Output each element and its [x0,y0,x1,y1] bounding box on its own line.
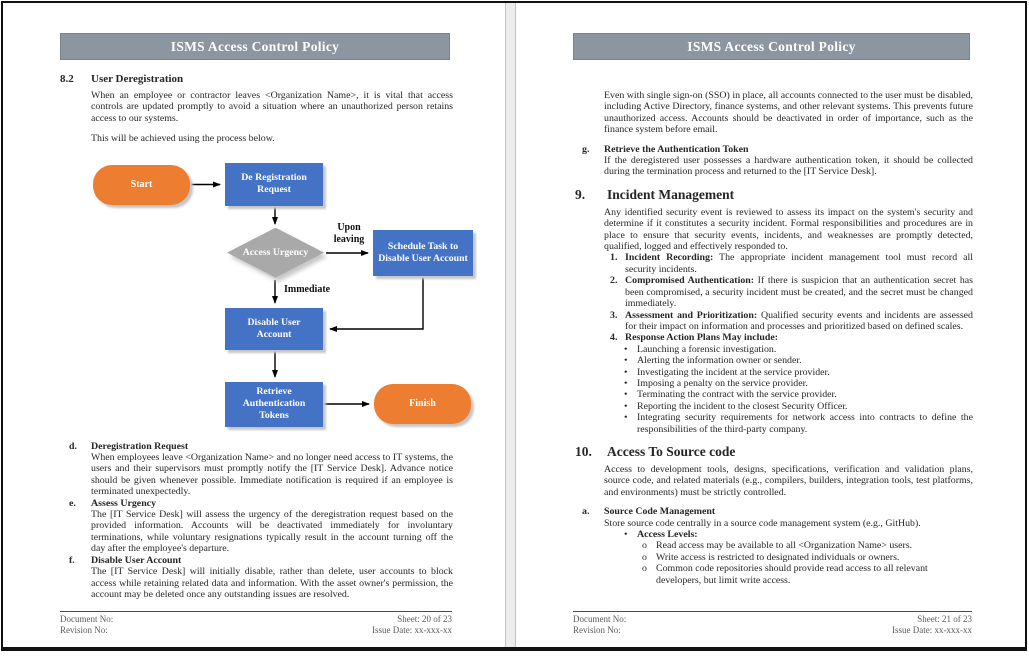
item-title: Retrieve the Authentication Token [604,143,749,155]
bullet-text: Access Levels: [637,529,698,540]
retrieve-tokens-label: Retrieve Authentication Tokens [242,386,306,422]
item-lead: Incident Recording: [625,252,714,264]
paragraph-sso: Even with single sign-on (SSO) in place, all accounts connected to the user must be disabled, including Active Directory, finance systems, and other relevant systems. This prevents future unauthorized access. Accounts should be deactivated in order of importance, such as the finance system before email. [604,90,973,136]
page-title: ISMS Access Control Policy [170,38,340,54]
bullet-glyph: • [624,343,628,355]
list-item-e [69,498,453,555]
section-heading-9 [575,187,973,203]
footer-sheet: Sheet: 21 of 23 [917,614,972,624]
bullet-glyph: • [624,355,628,367]
item-number: 4. [610,332,618,344]
bullet-text: Imposing a penalty on the service provider. [637,377,808,389]
access-urgency-label: Access Urgency [242,246,309,258]
bullet-item [624,378,973,389]
bullet-item [624,389,973,400]
footer-document-no: Document No: [60,614,114,624]
page-title-banner [573,33,970,60]
sub-bullet-glyph: o [642,540,647,552]
section-number: 9. [575,186,586,202]
document-frame [1,1,1027,651]
sub-bullet-item [642,563,973,586]
bullet-glyph: • [624,412,628,424]
deregistration-request-label: De Registration Request [241,172,307,196]
bullet-glyph: • [624,377,628,389]
finish-label: Finish [409,398,436,410]
flowchart-deregistration-request-node [225,163,323,206]
list-item-d [69,441,453,498]
item-number: 2. [610,275,618,287]
page-title: ISMS Access Control Policy [687,38,856,54]
item-title: Source Code Management [604,506,716,518]
section-heading-10 [575,444,973,460]
footer-sheet: Sheet: 20 of 23 [397,614,452,624]
bullet-item [624,412,973,435]
section-title: Access To Source code [607,443,736,459]
flowchart-immediate-label: Immediate [284,283,331,295]
bullet-text: Alerting the information owner or sender. [637,355,802,367]
bullet-item [624,401,973,412]
section-title: User Deregistration [91,73,184,85]
item-text: Qualified security events and incidents are assessed for their impact on information and processes and prioritized based on defined scales. [625,309,973,332]
numbered-item-2 [610,275,973,309]
flowchart-finish-node [374,384,471,424]
schedule-task-label: Schedule Task to Disable User Account [378,240,468,264]
bullet-text: Launching a forensic investigation. [637,343,777,355]
item-marker: f. [69,554,75,566]
item-lead: Compromised Authentication: [625,275,755,287]
numbered-item-1 [610,252,973,275]
item-text: Store source code centrally in a source code management system (e.g., GitHub). [604,517,921,529]
bullet-text: Investigating the incident at the service provider. [637,366,830,378]
page-footer [60,611,452,647]
bullet-item [624,355,973,366]
numbered-item-3 [610,310,973,333]
item-text: If there is suspicion that an authentication secret has been compromised, a security incident must be created, and the secret must be changed immediately. [625,275,973,310]
page-sheet-21 [515,3,1025,647]
sub-bullet-item [642,540,973,551]
bullet-item [624,344,973,355]
flowchart-access-urgency-decision [227,228,324,278]
disable-user-account-label: Disable User Account [247,316,301,340]
footer-revision-no: Revision No: [573,625,621,635]
flowchart-start-node [93,165,190,205]
bullet-glyph: • [624,400,628,412]
bullet-glyph: • [624,389,628,401]
item-lead: Assessment and Prioritization: [625,309,758,321]
bullet-item-access-levels [624,529,973,540]
page-gutter [506,3,515,647]
sub-bullet-glyph: o [642,563,647,575]
flowchart-upon-leaving-label: Upon leaving [333,221,365,245]
flowchart-schedule-task-node [373,230,473,276]
page-title-banner [60,33,450,60]
bullet-glyph: • [624,366,628,378]
item-text: The [IT Service Desk] will initially disable, rather than delete, user accounts to block access while retaining related data and information. With the asset owner's permission, the account may be deleted once any outstanding issues are resolved. [91,566,453,600]
footer-revision-no: Revision No: [60,625,108,635]
page-sheet-20 [3,3,506,647]
item-marker: d. [69,440,77,452]
item-text: If the deregistered user possesses a hardware authentication token, it should be collected during the termination process and returned to the [IT Service Desk]. [604,155,973,178]
item-title: Deregistration Request [91,440,189,452]
list-item-a [582,506,973,529]
section-heading-8-2 [60,73,453,85]
item-text: When employees leave <Organization Name> and no longer need access to IT systems, the users and their supervisors must promptly notify the [IT Service Desk]. Advance notice should be given whenever possible. Immediate notification is required if an employee is terminated unexpectedly. [91,452,453,498]
section-10-intro: Access to development tools, designs, specifications, verification and validation plans, source code, and related materials (e.g., compilers, builders, integration tools, test platforms, and environments) must be strictly controlled. [604,463,973,498]
paragraph: When an employee or contractor leaves <Organization Name>, it is vital that access controls are updated promptly to avoid a situation where an unauthorized person retains access to our systems. [91,90,453,124]
item-marker: a. [582,506,590,518]
item-marker: e. [69,497,76,509]
sub-bullet-item [642,552,973,563]
item-lead: Response Action Plans May include: [625,332,779,344]
sub-bullet-text: Common code repositories should provide read access to all relevant developers, but limit write access. [656,563,928,586]
item-text: The appropriate incident management tool must record all security incidents. [625,252,973,275]
footer-issue-date: Issue Date: xx-xxx-xx [372,625,452,635]
sub-bullet-text: Write access is restricted to designated individuals or owners. [656,551,900,563]
item-title: Assess Urgency [91,497,157,509]
item-title: Disable User Account [91,554,182,566]
bullet-text: Reporting the incident to the closest Security Officer. [637,400,848,412]
item-text: The [IT Service Desk] will assess the urgency of the deregistration request based on the provided information. Accounts will be deactivated immediately for involuntary terminations, while voluntary resignations typically result in the account turning off the day after the employee's departure. [91,509,453,555]
section-number: 10. [575,443,592,459]
page-footer [573,611,972,647]
sub-bullet-text: Read access may be available to all <Organization Name> users. [656,540,913,552]
sub-bullet-glyph: o [642,551,647,563]
bullet-item [624,367,973,378]
bullet-text: Integrating security requirements for network access into contracts to define the responsibilities of the third-party company. [637,412,973,435]
deregistration-flowchart [3,153,505,441]
footer-document-no: Document No: [573,614,627,624]
flowchart-disable-user-account-node [225,308,323,350]
bullet-text: Terminating the contract with the service provider. [637,389,837,401]
flowchart-retrieve-authentication-tokens-node [225,382,323,427]
list-item-g [582,144,973,178]
footer-issue-date: Issue Date: xx-xxx-xx [892,625,972,635]
section-number: 8.2 [60,73,74,85]
item-number: 1. [610,252,618,264]
section-title: Incident Management [607,186,735,202]
section-9-intro: Any identified security event is reviewed to assess its impact on the system's security and determine if it constitutes a security incident. Formal responsibilities and procedures are in place to ensure that security events, incidents, and weaknesses are promptly detected, qualified, logged and effectively responded to. [604,206,973,253]
item-number: 3. [610,309,618,321]
list-item-f [69,555,453,601]
bullet-glyph: • [624,529,628,540]
numbered-item-4 [610,332,973,343]
paragraph: This will be achieved using the process below. [91,133,275,145]
item-marker: g. [582,143,590,155]
start-label: Start [130,179,153,191]
